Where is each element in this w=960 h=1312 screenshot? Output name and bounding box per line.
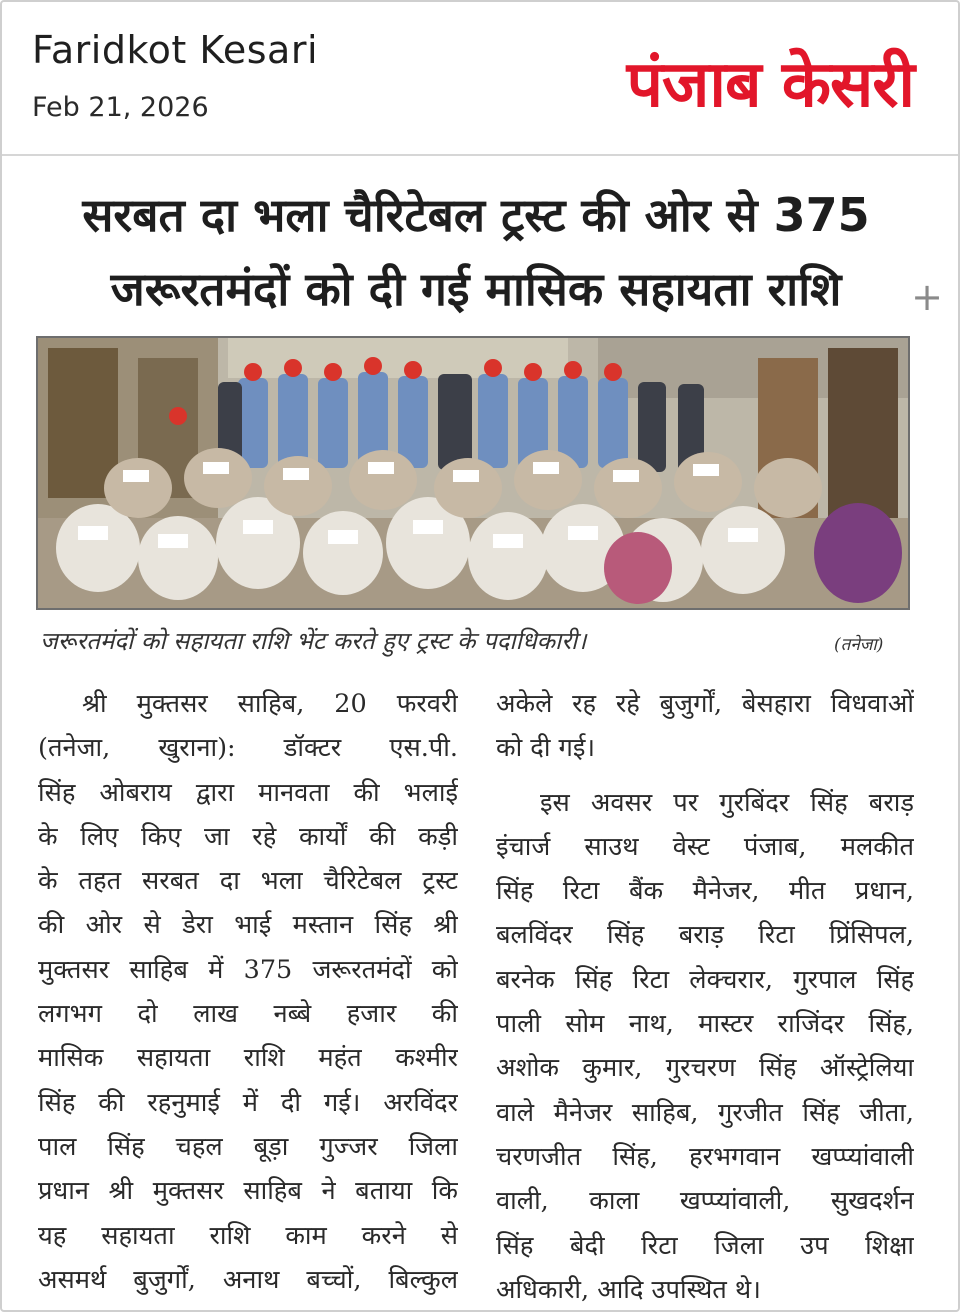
article-line: श्री मुक्तसर साहिब, 20 फरवरी [82, 689, 458, 719]
article-line: वाले मैनेजर साहिब, गुरजीत सिंह जीता, [496, 1097, 914, 1128]
article-line: सिंह की रहनुमाई में दी गई। अरविंदर [38, 1087, 458, 1118]
article-line: (तनेजा, खुराना): डॉक्टर एस.पी. [38, 733, 458, 764]
article-line: की ओर से डेरा भाई मस्तान सिंह श्री [38, 910, 458, 941]
article-line: सिंह ओबराय द्वारा मानवता की भलाई [38, 777, 458, 808]
article-line: लगभग दो लाख नब्बे हजार की [38, 999, 458, 1030]
paragraph-gap [496, 771, 914, 781]
article-line: बरनेक सिंह रिटा लेक्चरार, गुरपाल सिंह [496, 964, 914, 995]
publication-date: Feb 21, 2026 [32, 92, 209, 123]
article-line: अधिकारी, आदि उपस्थित थे। [496, 1274, 761, 1305]
article-line: पाली सोम नाथ, मास्टर राजिंदर सिंह, [496, 1009, 914, 1040]
headline-line: जरूरतमंदों को दी गई मासिक सहायता राशि [110, 262, 842, 316]
article-line: अशोक कुमार, गुरचरण सिंह ऑस्ट्रेलिया [496, 1053, 914, 1084]
headline [36, 178, 916, 326]
article-column-right [496, 682, 914, 1312]
photo-caption: जरूरतमंदों को सहायता राशि भेंट करते हुए ट्रस्ट के पदाधिकारी। [40, 627, 587, 655]
article-line: सिंह बेदी रिटा जिला उप शिक्षा [496, 1230, 914, 1261]
article-line: इंचार्ज साउथ वेस्ट पंजाब, मलकीत [496, 831, 914, 862]
article-line: चरणजीत सिंह, हरभगवान खप्प्यांवाली [496, 1141, 914, 1172]
article-line: पाल सिंह चहल बूड़ा गुज्जर जिला [38, 1131, 458, 1162]
article-line: यह सहायता राशि काम करने से [38, 1220, 458, 1251]
article-line: असमर्थ बुजुर्गों, अनाथ बच्चों, बिल्कुल [38, 1264, 458, 1295]
header [2, 2, 958, 156]
photo-illustration [38, 338, 910, 610]
article-line: के लिए किए जा रहे कार्यों की कड़ी [38, 821, 458, 852]
plus-icon[interactable]: + [911, 275, 943, 319]
article-line: को दी गई। [496, 733, 596, 764]
article-line: इस अवसर पर गुरबिंदर सिंह बराड़ [540, 787, 914, 818]
article-line: अकेले रह रहे बुजुर्गों, बेसहारा विधवाओं [496, 689, 914, 719]
article-line: प्रधान श्री मुक्तसर साहिब ने बताया कि [38, 1176, 458, 1207]
article-line: के तहत सरबत दा भला चैरिटेबल ट्रस्ट [38, 866, 458, 897]
photo-credit: (तनेजा) [834, 635, 884, 655]
article-line: सिंह रिटा बैंक मैनेजर, मीत प्रधान, [496, 876, 914, 907]
article-photo [36, 336, 910, 610]
headline-line: सरबत दा भला चैरिटेबल ट्रस्ट की ओर से 375 [82, 188, 870, 242]
article-line: मुक्तसर साहिब में 375 जरूरतमंदों को [38, 954, 458, 985]
article-column-left [38, 682, 458, 1302]
article-line: बलविंदर सिंह बराड़ रिटा प्रिंसिपल, [496, 920, 914, 951]
publication-name: Faridkot Kesari [32, 28, 319, 72]
article-line: वाली, काला खप्प्यांवाली, सुखदर्शन [496, 1186, 914, 1217]
newspaper-logo: पंजाब केसरी [626, 48, 914, 122]
article-line: मासिक सहायता राशि महंत कश्मीर [38, 1043, 458, 1074]
